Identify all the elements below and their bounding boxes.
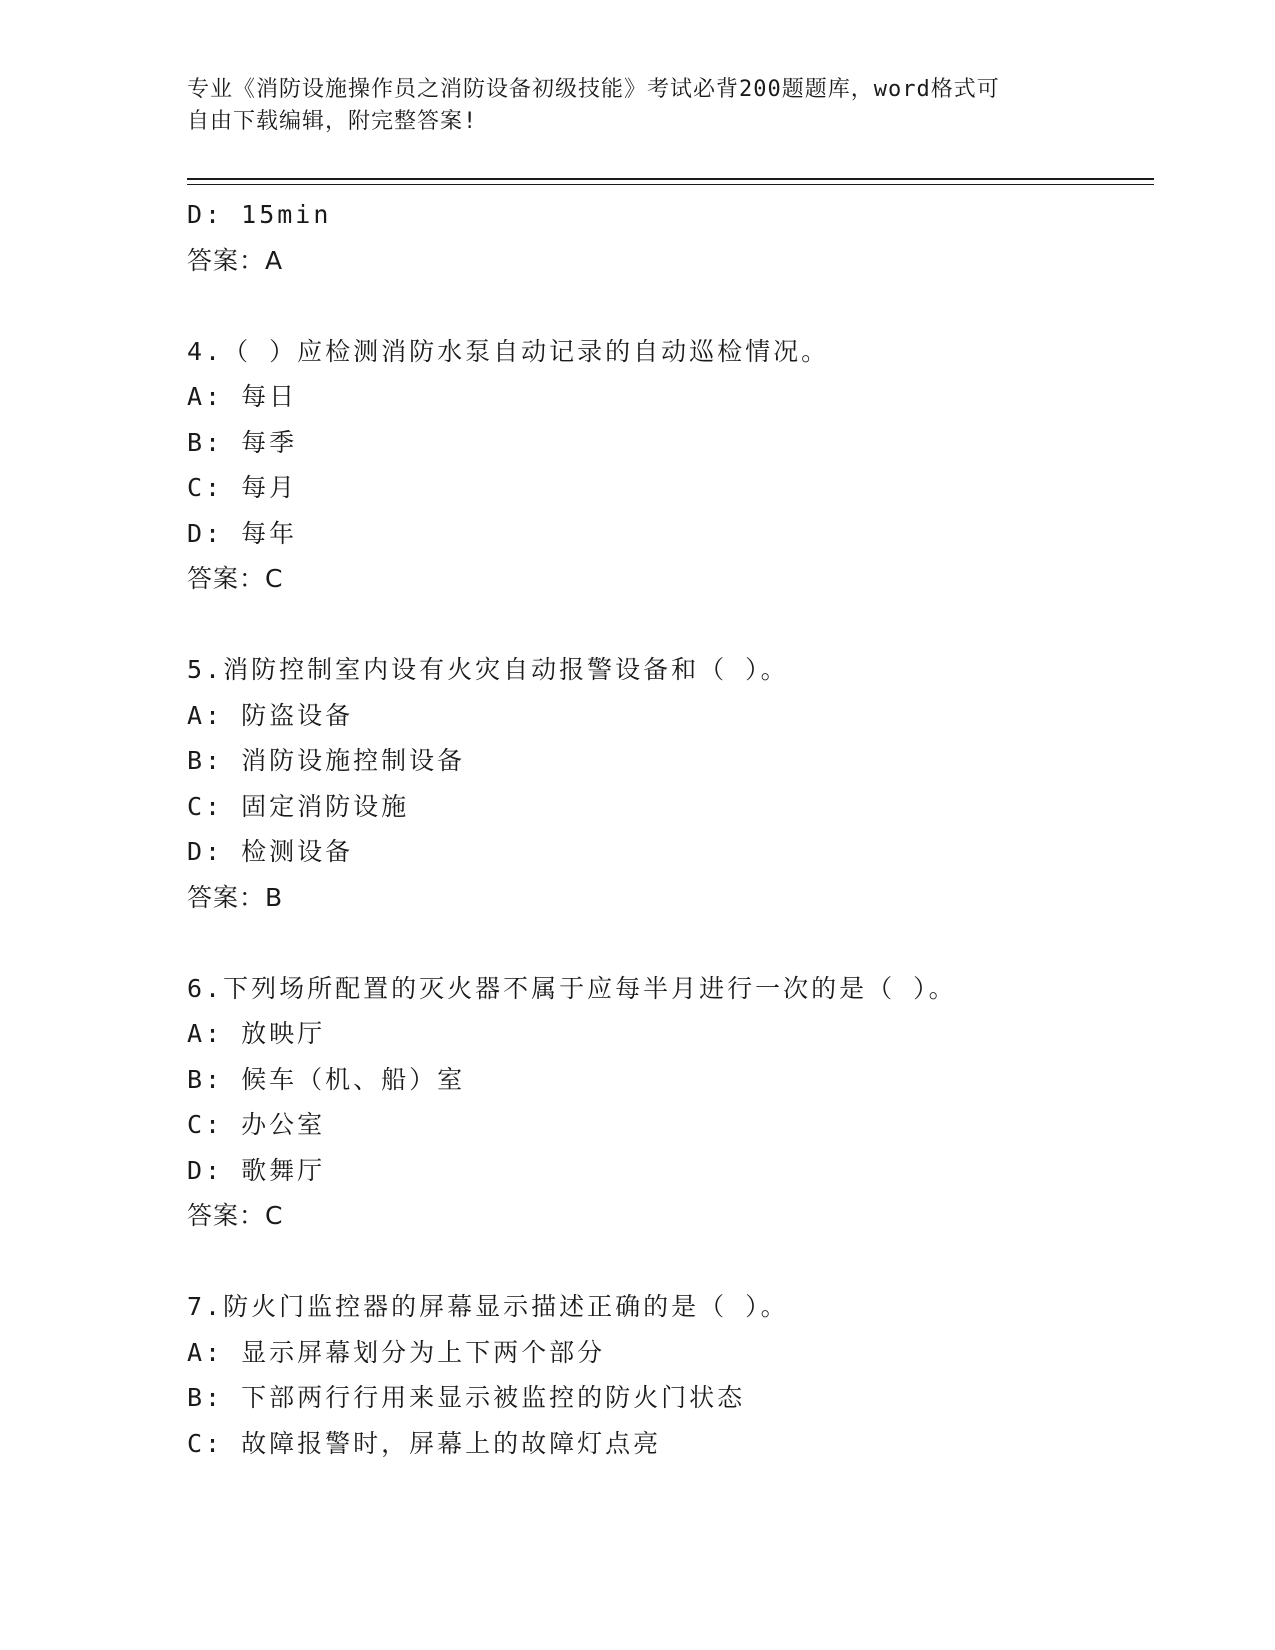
spacer (187, 1239, 1154, 1285)
option-c: C: 故障报警时，屏幕上的故障灯点亮 (187, 1428, 662, 1458)
option-c: C: 每月 (187, 473, 298, 502)
option-b: B: 下部两行行用来显示被监控的防火门状态 (187, 1383, 746, 1412)
header-title-line-1: 专业《消防设施操作员之消防设备初级技能》考试必背200题题库，word格式可 (187, 77, 1000, 102)
spacer (187, 283, 1154, 329)
option-a: A: 放映厅 (187, 1019, 326, 1048)
option-a: A: 每日 (187, 382, 298, 411)
option-b: B: 每季 (187, 427, 298, 457)
header-title-line-2: 自由下载编辑，附完整答案! (187, 109, 478, 134)
question-stem: 5.消防控制室内设有火灾自动报警设备和（ ）。 (187, 655, 789, 684)
answer-line: 答案：A (187, 245, 284, 275)
option-d: D: 检测设备 (187, 837, 354, 866)
header-divider-thick (187, 178, 1154, 180)
option-b: B: 消防设施控制设备 (187, 746, 466, 775)
option-a: A: 显示屏幕划分为上下两个部分 (187, 1337, 606, 1367)
question-stem: 7.防火门监控器的屏幕显示描述正确的是（ ）。 (187, 1292, 789, 1321)
question-block-7 (187, 1284, 1154, 1466)
spacer (187, 920, 1154, 966)
document-header (187, 74, 1067, 138)
answer-line: 答案：B (187, 882, 284, 912)
question-block-4 (187, 329, 1154, 602)
question-block-5 (187, 647, 1154, 920)
option-d: D: 歌舞厅 (187, 1155, 326, 1185)
option-b: B: 候车（机、船）室 (187, 1064, 466, 1094)
spacer (187, 602, 1154, 648)
answer-line: 答案：C (187, 1201, 284, 1230)
option-a: A: 防盗设备 (187, 700, 354, 730)
question-stem: 4.（ ）应检测消防水泵自动记录的自动巡检情况。 (187, 336, 830, 366)
question-stem: 6.下列场所配置的灭火器不属于应每半月进行一次的是（ ）。 (187, 973, 957, 1003)
question-block-6 (187, 966, 1154, 1239)
option-c: C: 固定消防设施 (187, 791, 410, 821)
option-c: C: 办公室 (187, 1110, 326, 1139)
option-d: D: 每年 (187, 518, 298, 548)
option-d: D: 15min (187, 200, 332, 229)
header-divider-thin (187, 184, 1154, 185)
question-list (187, 192, 1154, 1466)
answer-line: 答案：C (187, 564, 284, 593)
